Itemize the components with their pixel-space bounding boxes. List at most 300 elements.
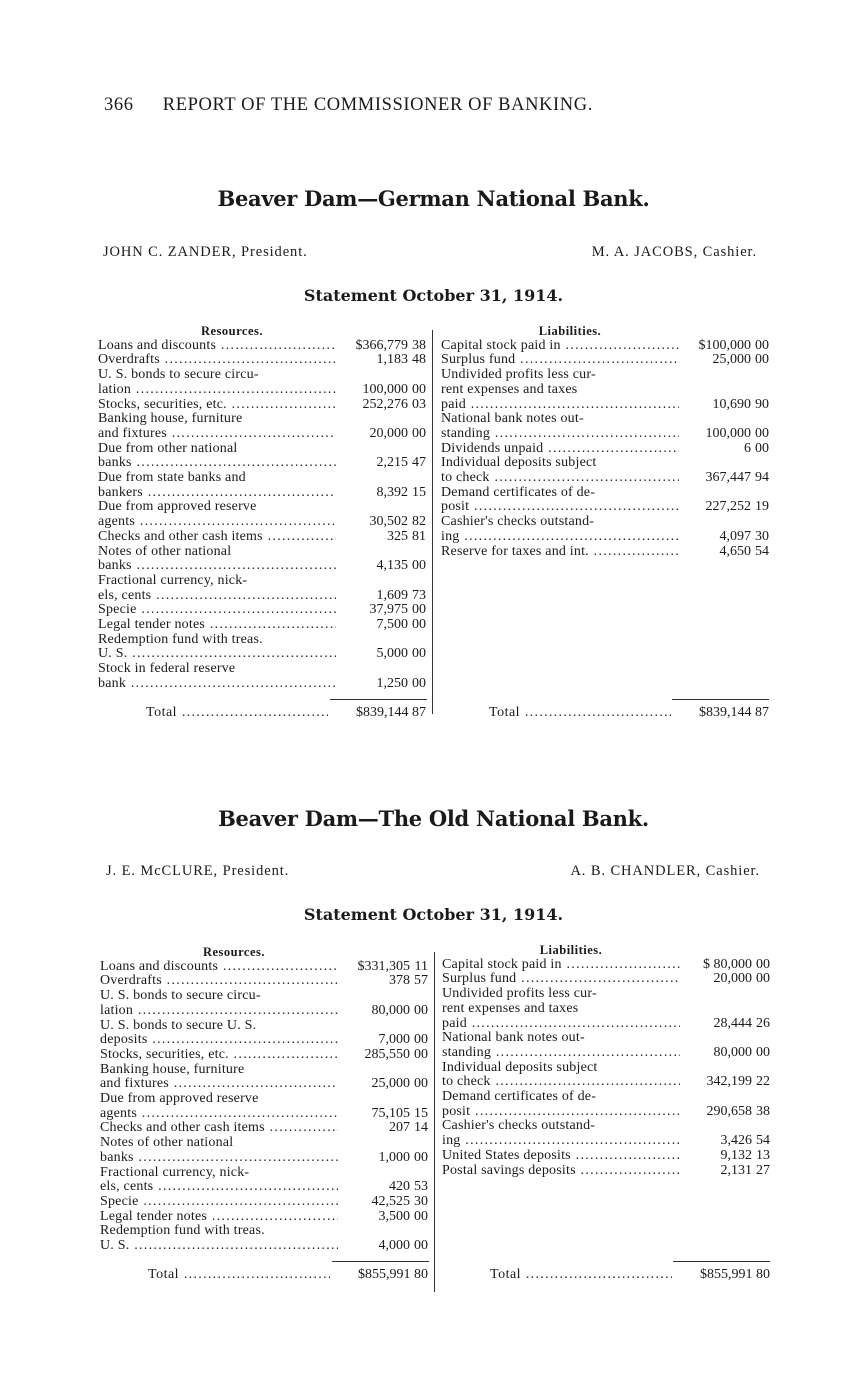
- item-label: Cashier's checks outstand-: [442, 1119, 596, 1134]
- amount-dollars: 10,690: [712, 396, 751, 412]
- item-amount: [338, 974, 428, 989]
- item-label: U. S. bonds to secure circu-: [100, 989, 261, 1004]
- amount-cents: 00: [412, 602, 426, 618]
- ledger-line: [98, 486, 426, 501]
- item-amount: [336, 398, 426, 413]
- item-amount: [679, 427, 769, 442]
- amount-cents: 14: [414, 1120, 428, 1136]
- ledger-line: [441, 471, 769, 486]
- item-label: Individual deposits subject: [442, 1060, 598, 1075]
- item-label: U. S. .....: [98, 647, 336, 662]
- amount-cents: 94: [755, 470, 769, 486]
- ledger-line: [442, 1149, 770, 1164]
- resources-heading: Resources.: [200, 324, 264, 338]
- column-divider: [432, 330, 433, 714]
- item-amount: [680, 1017, 770, 1032]
- ledger-line: [442, 958, 770, 973]
- bank-title: Beaver Dam—The Old National Bank.: [218, 806, 649, 831]
- item-label: to check .....: [441, 471, 679, 486]
- item-label: National bank notes out-: [441, 412, 584, 427]
- item-label: Due from approved reserve: [100, 1092, 259, 1107]
- item-label: Stocks, securities, etc. .....: [100, 1048, 338, 1063]
- item-label: Surplus fund .....: [442, 972, 680, 987]
- liabilities-column: [441, 324, 769, 559]
- resources-total: $839,144 87: [356, 705, 426, 720]
- item-amount: [679, 500, 769, 515]
- item-label: U. S. .....: [100, 1239, 338, 1254]
- ledger-line: [100, 1180, 428, 1195]
- amount-dollars: 2,215: [376, 455, 408, 471]
- item-amount: [336, 353, 426, 368]
- item-label: Due from other national: [98, 441, 238, 456]
- item-label: rent expenses and taxes: [441, 382, 578, 397]
- item-label: Individual deposits subject: [441, 456, 597, 471]
- ledger-line: [100, 1092, 428, 1107]
- amount-cents: 00: [756, 1044, 770, 1060]
- item-amount: [338, 1121, 428, 1136]
- item-label: paid .....: [442, 1017, 680, 1032]
- total-rule: [672, 699, 769, 700]
- ledger-line: [100, 1077, 428, 1092]
- item-amount: [338, 960, 428, 975]
- item-amount: [338, 1004, 428, 1019]
- item-label: to check .....: [442, 1075, 680, 1090]
- amount-dollars: 3,500: [378, 1208, 410, 1224]
- item-label: Redemption fund with treas.: [100, 1224, 265, 1239]
- amount-dollars: 4,135: [376, 558, 408, 574]
- amount-dollars: 25,000: [712, 352, 751, 368]
- item-label: United States deposits .....: [442, 1149, 680, 1164]
- item-amount: [680, 1075, 770, 1090]
- item-amount: [336, 339, 426, 354]
- ledger-line: [98, 383, 426, 398]
- amount-cents: 00: [414, 1208, 428, 1224]
- item-amount: [336, 456, 426, 471]
- item-label: Demand certificates of de-: [441, 485, 596, 500]
- item-label: U. S. bonds to secure circu-: [98, 368, 259, 383]
- amount-cents: 11: [414, 958, 428, 974]
- item-amount: [338, 1033, 428, 1048]
- amount-cents: 30: [755, 528, 769, 544]
- item-label: U. S. bonds to secure U. S.: [100, 1018, 257, 1033]
- amount-cents: 00: [412, 617, 426, 633]
- ledger-line: [441, 442, 769, 457]
- ledger-line: [441, 398, 769, 413]
- item-amount: [338, 1180, 428, 1195]
- item-label: and fixtures .....: [98, 427, 336, 442]
- amount-dollars: 8,392: [376, 484, 408, 500]
- item-label: ing .....: [442, 1134, 680, 1149]
- item-label: Stocks, securities, etc. .....: [98, 398, 336, 413]
- ledger-line: [100, 1019, 428, 1034]
- amount-dollars: $ 80,000: [703, 956, 752, 972]
- ledger-line: [98, 633, 426, 648]
- ledger-line: [442, 1105, 770, 1120]
- amount-cents: 00: [412, 646, 426, 662]
- amount-cents: 53: [414, 1179, 428, 1195]
- resources-heading: Resources.: [202, 945, 266, 959]
- amount-dollars: 2,131: [720, 1162, 752, 1178]
- amount-dollars: 207: [389, 1120, 410, 1136]
- item-amount: [679, 545, 769, 560]
- ledger-line: [442, 972, 770, 987]
- item-amount: [336, 559, 426, 574]
- amount-dollars: 3,426: [720, 1133, 752, 1149]
- amount-dollars: 6: [744, 440, 751, 456]
- amount-dollars: 342,199: [706, 1074, 752, 1090]
- item-label: and fixtures .....: [100, 1077, 338, 1092]
- item-amount: [336, 589, 426, 604]
- amount-dollars: 80,000: [713, 1044, 752, 1060]
- amount-cents: 27: [756, 1162, 770, 1178]
- item-label: Dividends unpaid .....: [441, 442, 679, 457]
- item-label: agents .....: [98, 515, 336, 530]
- amount-dollars: 378: [389, 973, 410, 989]
- amount-cents: 13: [756, 1147, 770, 1163]
- ledger-line: [98, 353, 426, 368]
- amount-dollars: 4,000: [378, 1238, 410, 1254]
- ledger-line: [441, 383, 769, 398]
- amount-cents: 00: [412, 558, 426, 574]
- item-label: Overdrafts .....: [100, 974, 338, 989]
- amount-cents: 00: [755, 425, 769, 441]
- ledger-line: [100, 1121, 428, 1136]
- item-label: Cashier's checks outstand-: [441, 515, 595, 530]
- statement-date: Statement October 31, 1914.: [303, 905, 564, 924]
- ledger-line: [441, 545, 769, 560]
- amount-cents: 00: [755, 352, 769, 368]
- item-label: Checks and other cash items .....: [100, 1121, 338, 1136]
- amount-cents: 00: [414, 1046, 428, 1062]
- item-label: Due from state banks and: [98, 471, 246, 486]
- ledger-line: [98, 647, 426, 662]
- amount-cents: 19: [755, 499, 769, 515]
- amount-dollars: 4,097: [719, 528, 751, 544]
- item-amount: [338, 1151, 428, 1166]
- liabilities-total-row: [442, 1267, 770, 1283]
- cashier: M. A. JACOBS, Cashier.: [591, 244, 757, 260]
- ledger-line: [442, 1031, 770, 1046]
- item-label: Capital stock paid in .....: [441, 339, 679, 354]
- ledger-line: [100, 1004, 428, 1019]
- amount-cents: 00: [412, 425, 426, 441]
- liabilities-total: $855,991 80: [700, 1267, 770, 1282]
- ledger-line: [442, 1164, 770, 1179]
- item-label: National bank notes out-: [442, 1031, 585, 1046]
- resources-total-row: [98, 705, 426, 721]
- item-label: banks .....: [98, 559, 336, 574]
- report-title: REPORT OF THE COMMISSIONER OF BANKING.: [162, 95, 593, 115]
- ledger-line: [100, 1033, 428, 1048]
- item-amount: [336, 603, 426, 618]
- amount-dollars: 7,500: [376, 617, 408, 633]
- amount-dollars: 367,447: [705, 470, 751, 486]
- cashier: A. B. CHANDLER, Cashier.: [570, 863, 760, 879]
- ledger-line: [442, 987, 770, 1002]
- item-amount: [336, 677, 426, 692]
- ledger-line: [442, 1046, 770, 1061]
- bank-title: Beaver Dam—German National Bank.: [217, 186, 650, 211]
- resources-column: [98, 324, 426, 692]
- ledger-line: [98, 368, 426, 383]
- item-amount: [336, 383, 426, 398]
- ledger-line: [98, 398, 426, 413]
- ledger-line: [98, 530, 426, 545]
- amount-dollars: 30,502: [369, 514, 408, 530]
- item-label: Fractional currency, nick-: [100, 1165, 250, 1180]
- item-label: paid .....: [441, 398, 679, 413]
- amount-cents: 00: [414, 1238, 428, 1254]
- ledger-line: [100, 1107, 428, 1122]
- total-rule: [330, 699, 427, 700]
- ledger-line: [98, 456, 426, 471]
- item-label: Reserve for taxes and int. .....: [441, 545, 679, 560]
- ledger-line: [441, 412, 769, 427]
- ledger-line: [441, 486, 769, 501]
- amount-cents: 57: [414, 973, 428, 989]
- item-label: Demand certificates of de-: [442, 1090, 597, 1105]
- item-amount: [679, 530, 769, 545]
- item-amount: [336, 427, 426, 442]
- amount-dollars: 28,444: [713, 1015, 752, 1031]
- item-label: Loans and discounts .....: [98, 339, 336, 354]
- item-amount: [680, 1134, 770, 1149]
- item-label: Surplus fund .....: [441, 353, 679, 368]
- amount-dollars: 75,105: [371, 1105, 410, 1121]
- amount-cents: 54: [755, 543, 769, 559]
- president: J. E. McCLURE, President.: [106, 863, 290, 879]
- liabilities-heading: Liabilities.: [539, 943, 603, 957]
- ledger-line: [100, 989, 428, 1004]
- amount-cents: 54: [756, 1133, 770, 1149]
- ledger-line: [442, 1075, 770, 1090]
- amount-cents: 47: [412, 455, 426, 471]
- amount-cents: 00: [412, 675, 426, 691]
- amount-cents: 26: [756, 1015, 770, 1031]
- amount-dollars: 9,132: [720, 1147, 752, 1163]
- column-divider: [434, 952, 435, 1292]
- item-label: Undivided profits less cur-: [441, 368, 596, 383]
- ledger-line: [98, 471, 426, 486]
- ledger-line: [441, 500, 769, 515]
- ledger-line: [100, 1239, 428, 1254]
- ledger-line: [441, 353, 769, 368]
- amount-cents: 00: [414, 1149, 428, 1165]
- ledger-line: [442, 1061, 770, 1076]
- item-amount: [336, 647, 426, 662]
- amount-dollars: 1,250: [376, 675, 408, 691]
- amount-dollars: 100,000: [362, 381, 408, 397]
- item-amount: [336, 515, 426, 530]
- item-amount: [336, 486, 426, 501]
- amount-dollars: 37,975: [369, 602, 408, 618]
- item-label: Legal tender notes .....: [100, 1210, 338, 1225]
- total-label: Total .....: [441, 705, 671, 721]
- ledger-line: [442, 1002, 770, 1017]
- amount-cents: 00: [756, 971, 770, 987]
- item-label: Stock in federal reserve: [98, 662, 236, 677]
- item-amount: [336, 618, 426, 633]
- liabilities-total: $839,144 87: [699, 705, 769, 720]
- amount-dollars: 1,609: [376, 587, 408, 603]
- item-amount: [679, 471, 769, 486]
- total-rule: [673, 1261, 770, 1262]
- item-amount: [680, 972, 770, 987]
- item-amount: [338, 1048, 428, 1063]
- ledger-line: [442, 1134, 770, 1149]
- amount-cents: 48: [412, 352, 426, 368]
- item-label: Due from approved reserve: [98, 500, 257, 515]
- ledger-line: [100, 1195, 428, 1210]
- ledger-line: [98, 574, 426, 589]
- ledger-line: [100, 960, 428, 975]
- ledger-line: [100, 1063, 428, 1078]
- item-label: Legal tender notes .....: [98, 618, 336, 633]
- amount-dollars: 4,650: [719, 543, 751, 559]
- item-amount: [679, 339, 769, 354]
- ledger-line: [441, 368, 769, 383]
- ledger-line: [98, 515, 426, 530]
- item-label: Redemption fund with treas.: [98, 632, 263, 647]
- item-label: Notes of other national: [100, 1136, 234, 1151]
- item-amount: [338, 1210, 428, 1225]
- ledger-line: [98, 427, 426, 442]
- ledger-line: [100, 1210, 428, 1225]
- item-label: posit .....: [441, 500, 679, 515]
- amount-cents: 00: [756, 956, 770, 972]
- item-label: Checks and other cash items .....: [98, 530, 336, 545]
- item-label: Undivided profits less cur-: [442, 987, 597, 1002]
- item-label: deposits .....: [100, 1033, 338, 1048]
- ledger-line: [98, 662, 426, 677]
- item-label: Notes of other national: [98, 544, 232, 559]
- amount-dollars: 325: [387, 528, 408, 544]
- amount-cents: 22: [756, 1074, 770, 1090]
- amount-cents: 38: [412, 337, 426, 353]
- amount-dollars: 20,000: [369, 425, 408, 441]
- amount-dollars: 227,252: [705, 499, 751, 515]
- item-amount: [336, 530, 426, 545]
- item-amount: [680, 1105, 770, 1120]
- resources-total-row: [100, 1267, 428, 1283]
- page-number: 366: [104, 95, 134, 115]
- amount-cents: 81: [412, 528, 426, 544]
- ledger-line: [98, 618, 426, 633]
- ledger-line: [441, 456, 769, 471]
- ledger-line: [98, 500, 426, 515]
- item-label: Specie .....: [98, 603, 336, 618]
- ledger-line: [100, 1136, 428, 1151]
- ledger-line: [100, 1166, 428, 1181]
- item-label: posit .....: [442, 1105, 680, 1120]
- item-label: Banking house, furniture: [100, 1062, 245, 1077]
- amount-cents: 82: [412, 514, 426, 530]
- ledger-line: [98, 677, 426, 692]
- amount-dollars: 25,000: [371, 1076, 410, 1092]
- item-amount: [338, 1107, 428, 1122]
- amount-dollars: 7,000: [378, 1032, 410, 1048]
- amount-cents: 38: [756, 1103, 770, 1119]
- statement-date: Statement October 31, 1914.: [303, 286, 564, 305]
- amount-cents: 30: [414, 1193, 428, 1209]
- item-label: standing .....: [442, 1046, 680, 1061]
- item-label: lation .....: [100, 1004, 338, 1019]
- liabilities-total-row: [441, 705, 769, 721]
- amount-cents: 73: [412, 587, 426, 603]
- amount-dollars: 1,000: [378, 1149, 410, 1165]
- item-amount: [338, 1077, 428, 1092]
- amount-cents: 00: [412, 381, 426, 397]
- amount-dollars: $100,000: [698, 337, 751, 353]
- item-label: Fractional currency, nick-: [98, 573, 248, 588]
- ledger-line: [100, 974, 428, 989]
- amount-cents: 03: [412, 396, 426, 412]
- amount-dollars: 80,000: [371, 1002, 410, 1018]
- amount-dollars: 252,276: [362, 396, 408, 412]
- total-rule: [332, 1261, 429, 1262]
- amount-dollars: 100,000: [705, 425, 751, 441]
- ledger-line: [441, 427, 769, 442]
- amount-dollars: 285,550: [364, 1046, 410, 1062]
- amount-dollars: 42,525: [371, 1193, 410, 1209]
- ledger-line: [98, 442, 426, 457]
- amount-dollars: 1,183: [376, 352, 408, 368]
- item-amount: [680, 1164, 770, 1179]
- liabilities-heading: Liabilities.: [538, 324, 602, 338]
- amount-dollars: 20,000: [713, 971, 752, 987]
- item-amount: [679, 353, 769, 368]
- total-label: Total .....: [100, 1267, 330, 1283]
- liabilities-column: [442, 943, 770, 1178]
- amount-dollars: 290,658: [706, 1103, 752, 1119]
- amount-dollars: 5,000: [376, 646, 408, 662]
- item-label: lation .....: [98, 383, 336, 398]
- item-amount: [680, 958, 770, 973]
- item-amount: [338, 1239, 428, 1254]
- item-amount: [679, 442, 769, 457]
- amount-dollars: $366,779: [355, 337, 408, 353]
- ledger-line: [442, 1090, 770, 1105]
- ledger-line: [98, 589, 426, 604]
- ledger-line: [441, 339, 769, 354]
- item-label: Overdrafts .....: [98, 353, 336, 368]
- ledger-line: [100, 1224, 428, 1239]
- ledger-line: [442, 1119, 770, 1134]
- amount-cents: 00: [414, 1002, 428, 1018]
- amount-cents: 15: [412, 484, 426, 500]
- amount-cents: 00: [755, 337, 769, 353]
- ledger-line: [98, 545, 426, 560]
- amount-cents: 00: [414, 1032, 428, 1048]
- amount-cents: 90: [755, 396, 769, 412]
- president: JOHN C. ZANDER, President.: [103, 244, 308, 260]
- item-label: Capital stock paid in .....: [442, 958, 680, 973]
- amount-dollars: 420: [389, 1179, 410, 1195]
- page-header: [104, 95, 593, 116]
- item-amount: [338, 1195, 428, 1210]
- amount-cents: 00: [755, 440, 769, 456]
- ledger-line: [100, 1048, 428, 1063]
- ledger-line: [98, 603, 426, 618]
- ledger-line: [100, 1151, 428, 1166]
- item-label: els, cents .....: [100, 1180, 338, 1195]
- item-label: bankers .....: [98, 486, 336, 501]
- item-label: Banking house, furniture: [98, 412, 243, 427]
- item-label: bank .....: [98, 677, 336, 692]
- total-label: Total .....: [442, 1267, 672, 1283]
- item-label: rent expenses and taxes: [442, 1001, 579, 1016]
- amount-cents: 15: [414, 1105, 428, 1121]
